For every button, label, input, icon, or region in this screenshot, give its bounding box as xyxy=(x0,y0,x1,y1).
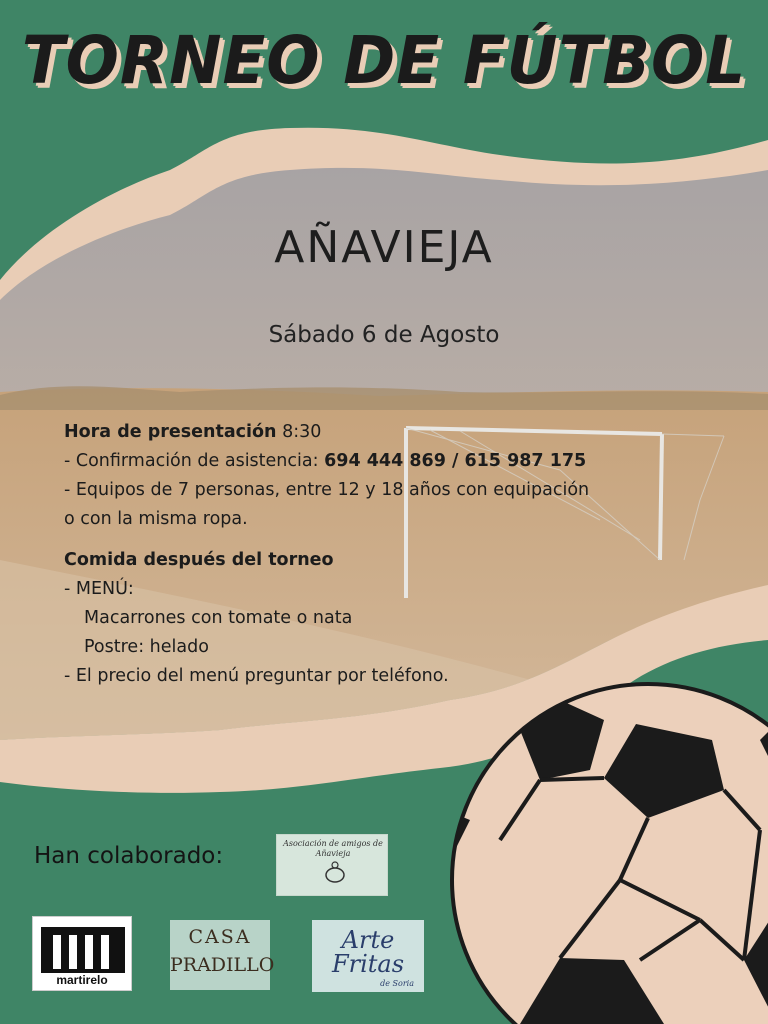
teams-line-1: - Equipos de 7 personas, entre 12 y 18 años con equipación xyxy=(64,480,590,500)
martirelo-mark-icon xyxy=(33,921,133,977)
assoc-logo-text: Asociación de amigos de Añavieja xyxy=(283,839,383,858)
casa-pradillo-logo xyxy=(170,920,275,990)
assoc-logo xyxy=(276,834,388,896)
collaborators-label: Han colaborado: xyxy=(34,843,224,869)
arte-middle-text: Fritas xyxy=(331,950,405,978)
casa-top-text: CASA xyxy=(188,926,252,948)
casa-bottom-text: PRADILLO xyxy=(170,954,275,976)
event-info xyxy=(64,418,704,691)
page-title: TORNEO DE FÚTBOL xyxy=(21,22,747,99)
presentation-line xyxy=(64,418,704,447)
menu-label: - MENÚ: xyxy=(64,579,134,599)
menu-dish: Macarrones con tomate o nata xyxy=(84,608,353,628)
martirelo-logo xyxy=(32,916,132,991)
teams-line-2: o con la misma ropa. xyxy=(64,509,248,529)
confirm-prefix: - Confirmación de asistencia: xyxy=(64,451,319,471)
arte-top-text: Arte xyxy=(341,926,395,954)
turtle-icon xyxy=(277,835,389,897)
event-date: Sábado 6 de Agosto xyxy=(268,322,500,348)
presentation-time: 8:30 xyxy=(282,422,322,442)
confirm-phones: 694 444 869 / 615 987 175 xyxy=(324,451,587,471)
price-note: - El precio del menú preguntar por teléfono. xyxy=(64,666,449,686)
arte-fritas-logo xyxy=(312,920,424,992)
arte-bottom-text: de Soria xyxy=(380,979,414,988)
meal-heading-line xyxy=(64,546,704,575)
meal-heading: Comida después del torneo xyxy=(64,550,334,570)
presentation-label: Hora de presentación xyxy=(64,422,277,442)
menu-dessert: Postre: helado xyxy=(84,637,209,657)
town-name: AÑAVIEJA xyxy=(274,222,494,273)
martirelo-name: martirelo xyxy=(56,973,108,987)
confirm-line xyxy=(64,447,704,476)
